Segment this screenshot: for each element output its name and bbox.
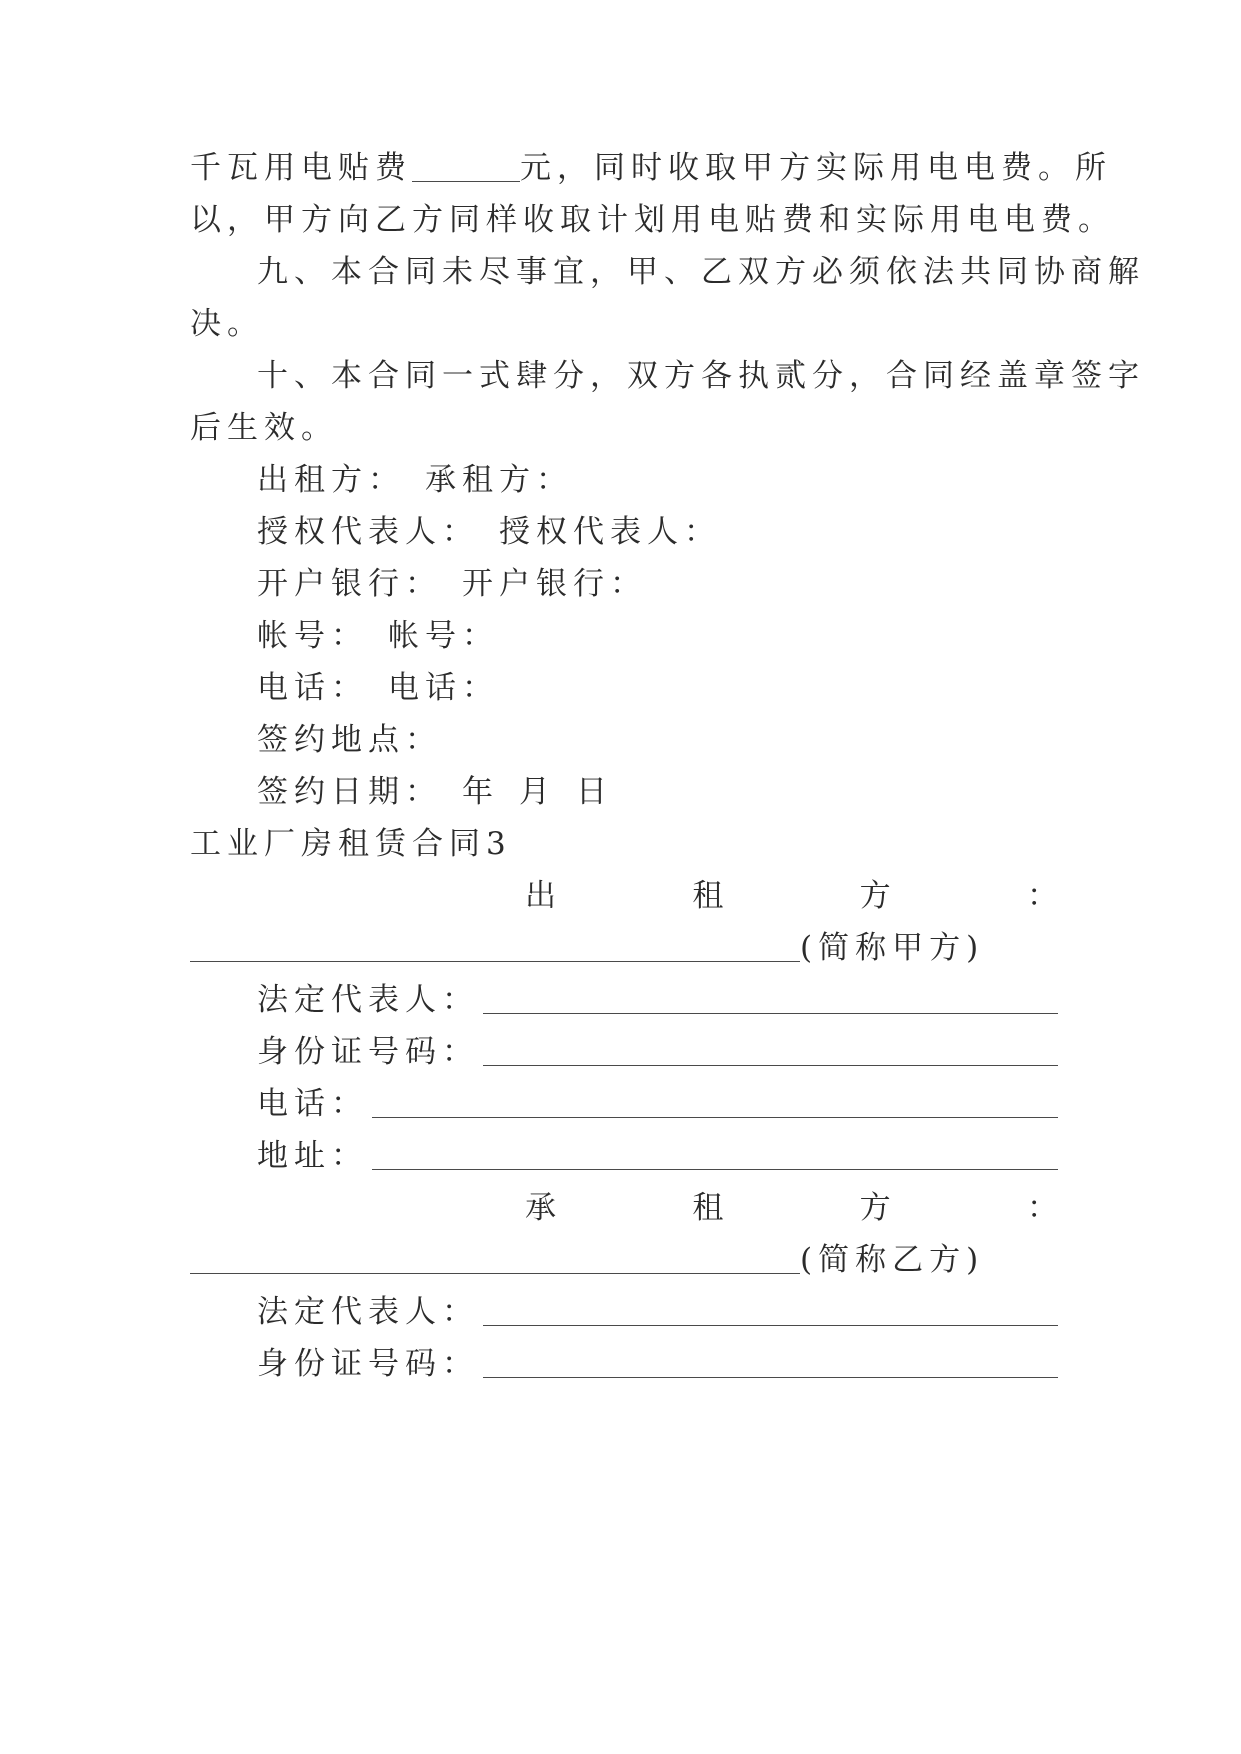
- party-a-abbr: (简称甲方): [800, 930, 985, 966]
- bank-label-a: 开户银行：: [257, 566, 442, 602]
- phone-label-b: 电话：: [388, 670, 499, 706]
- party-a-heading: [190, 876, 1058, 916]
- address-label: 地址：: [257, 1138, 368, 1174]
- address-blank: [372, 1169, 1058, 1170]
- signature-reps: [190, 512, 1058, 552]
- text: 租: [692, 1190, 724, 1226]
- id-label: 身份证号码：: [257, 1034, 479, 1070]
- signature-date: [190, 772, 1058, 812]
- signature-place: 签约地点：: [257, 722, 442, 758]
- text: 元，同时收取甲方实际用电电费。所: [520, 150, 1112, 186]
- text: ：: [1026, 878, 1058, 914]
- phone-blank: [372, 1117, 1058, 1118]
- para10-line2: 后生效。: [190, 410, 338, 446]
- phone-label: 电话：: [257, 1086, 368, 1122]
- party-a-phone: [190, 1084, 1058, 1124]
- account-label-a: 帐号：: [257, 618, 368, 654]
- party-b-abbr: (简称乙方): [800, 1242, 985, 1278]
- rep-label-b: 授权代表人：: [499, 514, 721, 550]
- legal-rep-blank: [483, 1013, 1058, 1014]
- party-a-id: [190, 1032, 1058, 1072]
- text: 方: [859, 878, 891, 914]
- phone-label-a: 电话：: [257, 670, 368, 706]
- text: 租: [692, 878, 724, 914]
- bank-label-b: 开户银行：: [462, 566, 647, 602]
- legal-rep-label: 法定代表人：: [257, 982, 479, 1018]
- para8-line1: [190, 148, 1112, 188]
- para9-line2: 决。: [190, 306, 264, 342]
- day-label: 日: [576, 774, 613, 810]
- text: 方: [859, 1190, 891, 1226]
- party-b-name-line: [190, 1240, 1058, 1280]
- year-label: 年: [462, 774, 499, 810]
- text: 承: [525, 1190, 556, 1226]
- id-label: 身份证号码：: [257, 1346, 479, 1382]
- signature-parties: [190, 460, 1058, 500]
- lessee-label: 承租方：: [425, 462, 573, 498]
- party-b-name-blank: [190, 1243, 800, 1274]
- legal-rep-blank: [483, 1325, 1058, 1326]
- text: 千瓦用电贴费: [190, 150, 412, 186]
- text: ：: [1026, 1190, 1058, 1226]
- contract3-title: 工业厂房租赁合同3: [190, 826, 512, 862]
- party-a-name-line: [190, 928, 1058, 968]
- party-a-legal-rep: [190, 980, 1058, 1020]
- signature-phones: [190, 668, 1058, 708]
- para8-line2: 以，甲方向乙方同样收取计划用电贴费和实际用电电费。: [190, 202, 1115, 238]
- date-label: 签约日期：: [257, 774, 442, 810]
- signature-banks: [190, 564, 1058, 604]
- legal-rep-label: 法定代表人：: [257, 1294, 479, 1330]
- para9-line1: 九、本合同未尽事宜，甲、乙双方必须依法共同协商解: [257, 254, 1145, 290]
- blank-underline: [412, 151, 520, 182]
- party-a-address: [190, 1136, 1058, 1176]
- party-b-heading: [190, 1188, 1058, 1228]
- document-page: [190, 0, 1145, 1754]
- id-blank: [483, 1377, 1058, 1378]
- text: 出: [525, 878, 556, 914]
- party-b-legal-rep: [190, 1292, 1058, 1332]
- party-b-id: [190, 1344, 1058, 1384]
- rep-label-a: 授权代表人：: [257, 514, 479, 550]
- party-a-name-blank: [190, 931, 800, 962]
- para10-line1: 十、本合同一式肆分，双方各执贰分，合同经盖章签字: [257, 358, 1145, 394]
- month-label: 月: [519, 774, 556, 810]
- signature-accounts: [190, 616, 1058, 656]
- account-label-b: 帐号：: [388, 618, 499, 654]
- id-blank: [483, 1065, 1058, 1066]
- lessor-label: 出租方：: [257, 462, 405, 498]
